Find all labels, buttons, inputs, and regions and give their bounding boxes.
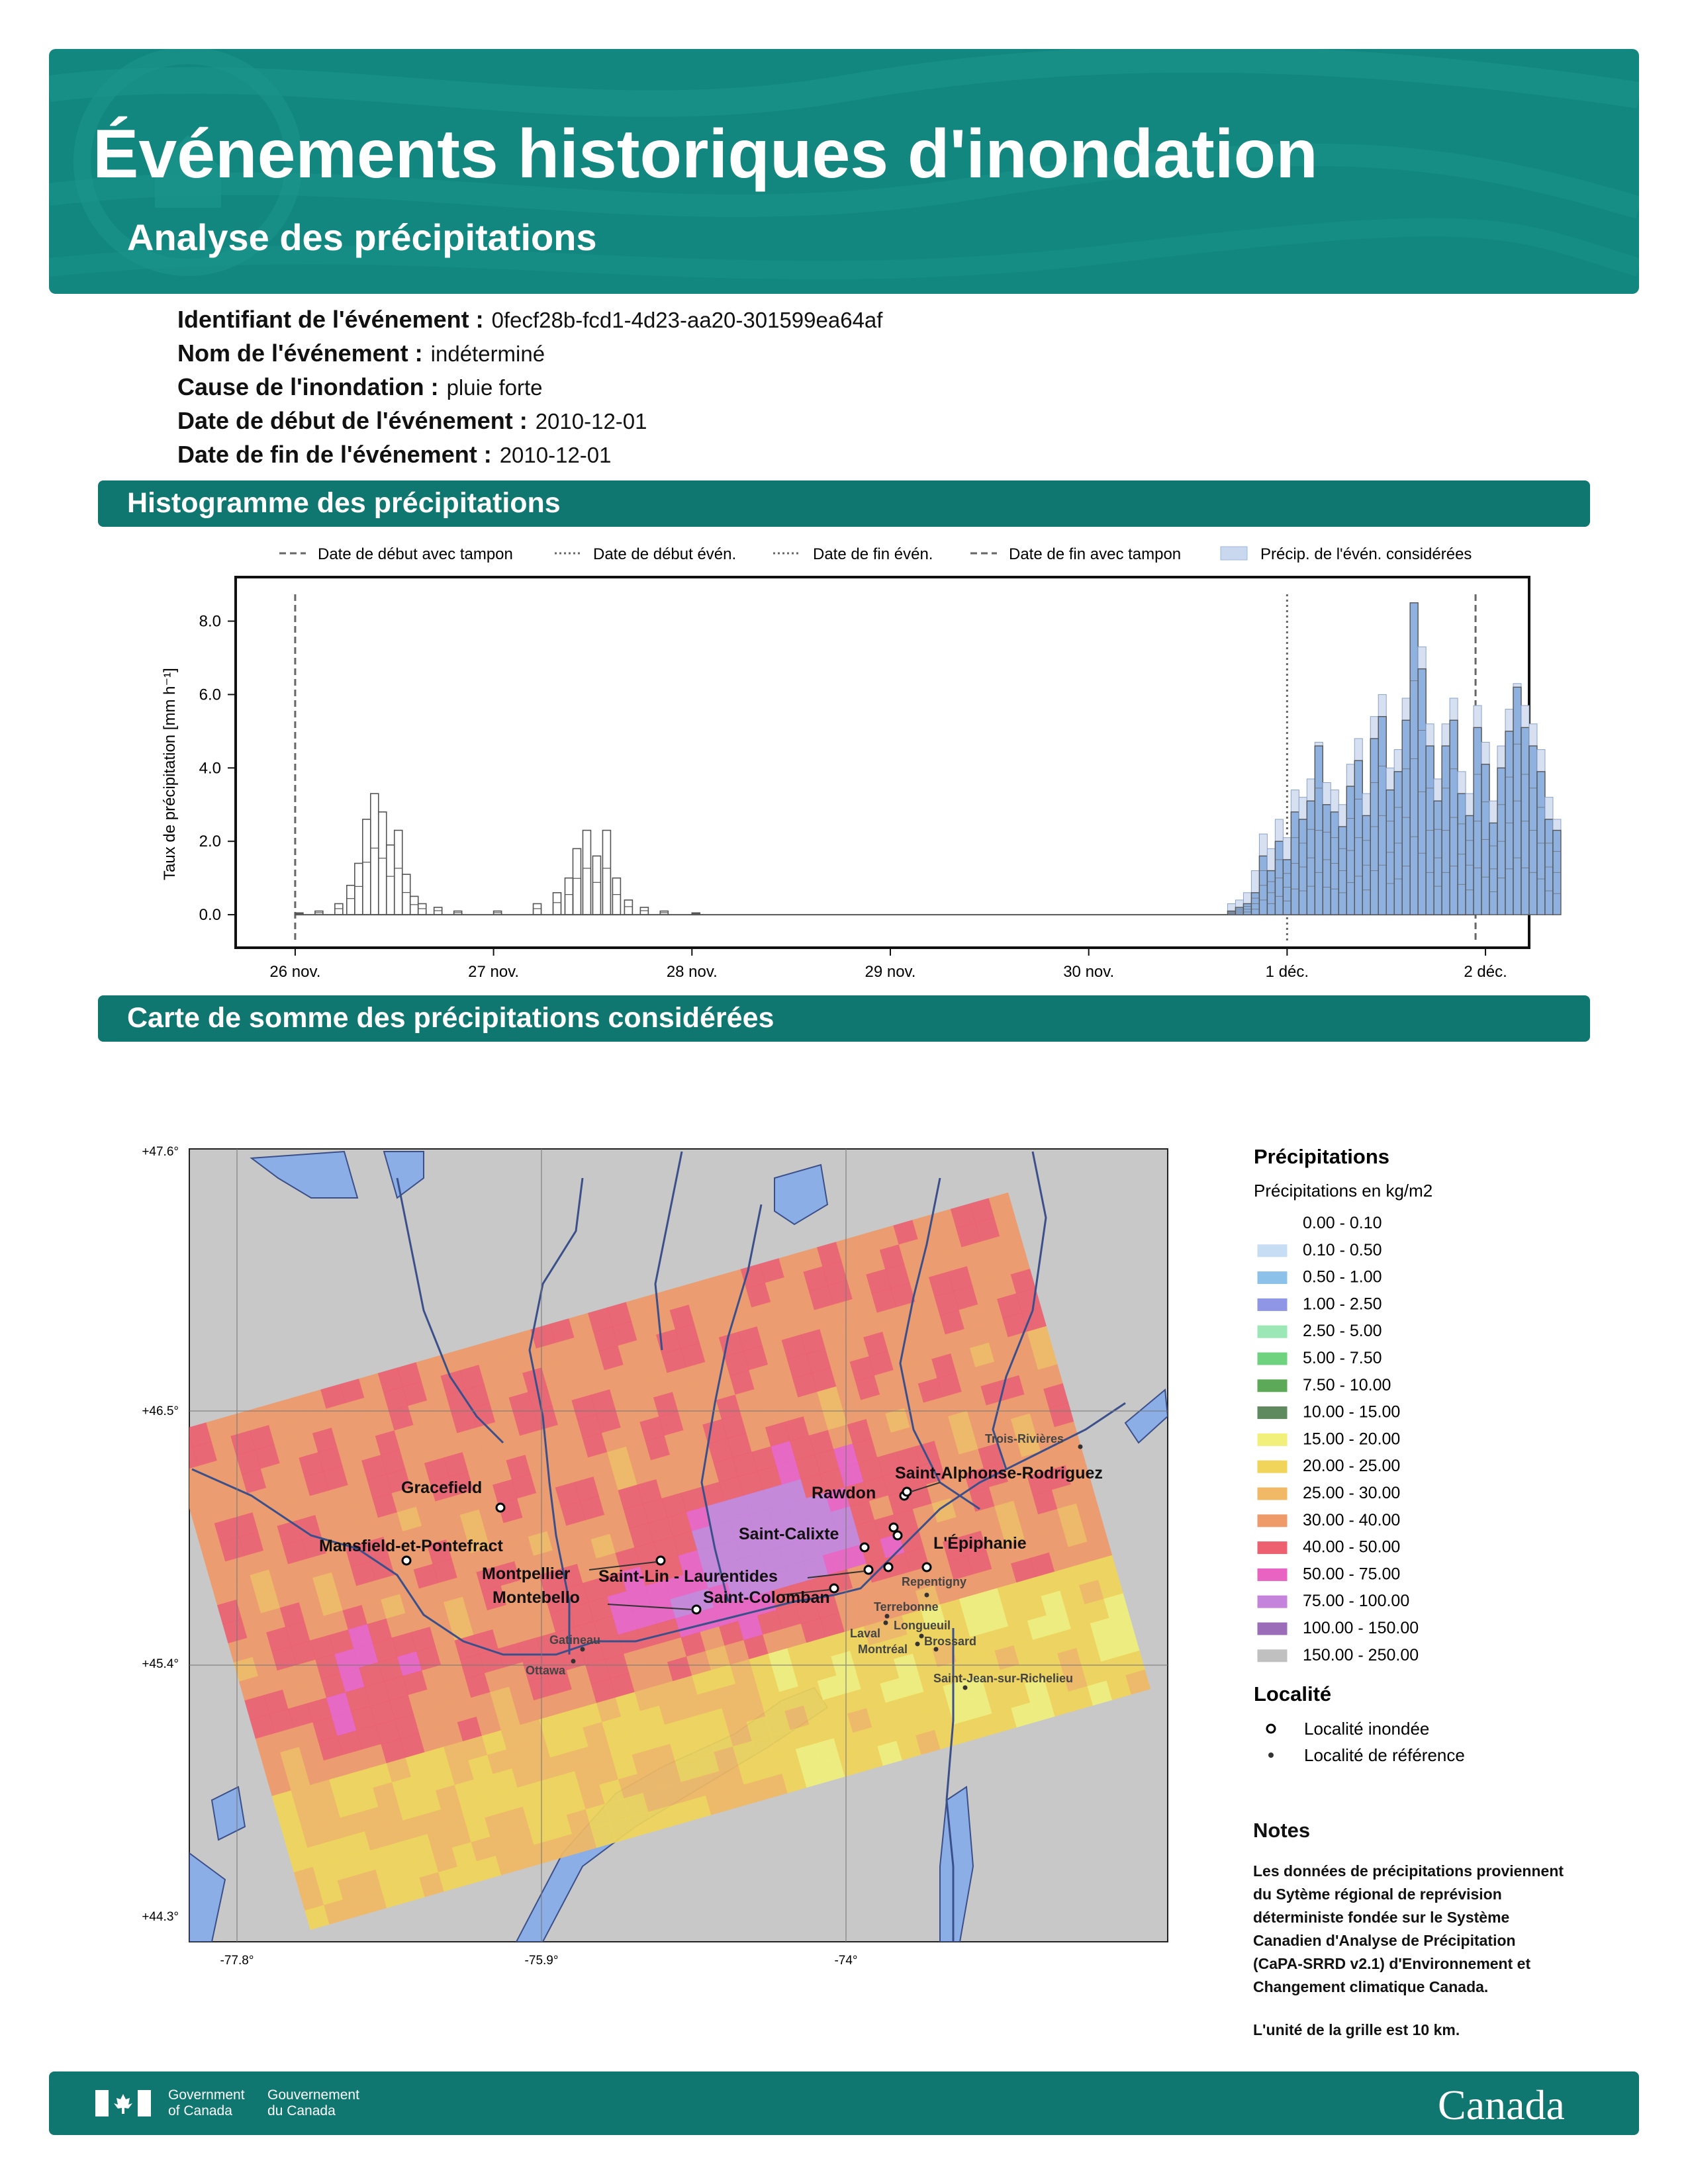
legend-swatch <box>1258 1245 1287 1257</box>
legend-swatch <box>1258 1218 1287 1230</box>
legend-flooded-label: Localité inondée <box>1304 1719 1430 1739</box>
y-tick-label: 4.0 <box>199 759 221 778</box>
flooded-marker <box>692 1606 700 1614</box>
legend-label: Précip. de l'évén. considérées <box>1260 545 1472 563</box>
flooded-marker <box>657 1557 665 1565</box>
legend-swatch <box>1258 1569 1287 1580</box>
legend-swatch <box>1258 1433 1287 1445</box>
event-start-value: 2010-12-01 <box>535 409 647 433</box>
flooded-marker <box>903 1488 911 1496</box>
reference-marker <box>571 1659 576 1664</box>
reference-marker <box>919 1634 924 1639</box>
lon-label: -74° <box>834 1954 858 1968</box>
flooded-marker <box>890 1524 898 1531</box>
gov-en: Government of Canada <box>168 2087 245 2118</box>
x-tick-label: 2 déc. <box>1464 963 1507 981</box>
x-tick-label: 26 nov. <box>269 963 321 981</box>
legend-class-label: 0.50 - 1.00 <box>1303 1267 1382 1287</box>
legend-swatch <box>1258 1542 1287 1554</box>
locality-reference-label: Ottawa <box>526 1664 566 1677</box>
locality-reference-label: Montréal <box>858 1643 908 1656</box>
locality-reference-label: Terrebonne <box>874 1600 939 1614</box>
legend-title: Précipitations <box>1254 1145 1389 1168</box>
flooded-marker <box>923 1563 931 1571</box>
flooded-marker <box>865 1566 872 1574</box>
locality-flooded-label: Montebello <box>492 1588 580 1607</box>
lat-label: +45.4° <box>142 1657 179 1671</box>
legend-class-label: 5.00 - 7.50 <box>1303 1349 1382 1367</box>
page-title: Événements historiques d'inondation <box>93 116 1318 193</box>
x-tick-label: 28 nov. <box>666 963 718 981</box>
legend-swatch <box>1258 1515 1287 1527</box>
gov-fr: Gouvernement du Canada <box>267 2087 359 2118</box>
legend-swatch <box>1258 1461 1287 1473</box>
info-row-start: Date de début de l'événement : 2010-12-01 <box>177 407 647 434</box>
reference-marker <box>925 1593 929 1598</box>
info-row-name: Nom de l'événement : indéterminé <box>177 340 545 367</box>
section-header-map: Carte de somme des précipitations considérées <box>98 995 1590 1042</box>
x-tick-label: 27 nov. <box>468 963 520 981</box>
legend-swatch <box>1258 1650 1287 1662</box>
canada-flag-icon <box>95 2090 151 2116</box>
notes-title: Notes <box>1253 1819 1311 1842</box>
reference-marker <box>884 1621 888 1625</box>
legend-class-label: 15.00 - 20.00 <box>1303 1430 1401 1449</box>
y-axis-label: Taux de précipitation [mm h⁻¹] <box>161 668 179 880</box>
y-tick-label: 6.0 <box>199 686 221 704</box>
legend-swatch <box>1258 1380 1287 1392</box>
locality-reference-label: Laval <box>850 1627 881 1640</box>
x-tick-label: 1 déc. <box>1265 963 1309 981</box>
reference-marker <box>1078 1445 1083 1449</box>
locality-flooded-label: L'Épiphanie <box>933 1534 1027 1553</box>
legend-class-label: 50.00 - 75.00 <box>1303 1565 1401 1584</box>
legend-class-label: 0.00 - 0.10 <box>1303 1214 1382 1232</box>
legend-reference-label: Localité de référence <box>1304 1745 1465 1765</box>
legend-swatch <box>1258 1353 1287 1365</box>
legend-swatch <box>1258 1596 1287 1608</box>
legend-class-label: 30.00 - 40.00 <box>1303 1510 1401 1529</box>
flooded-marker <box>496 1504 504 1512</box>
flooded-marker <box>884 1563 892 1571</box>
precipitation-map <box>0 1138 1192 1999</box>
legend-class-label: 75.00 - 100.00 <box>1303 1592 1410 1611</box>
legend-swatch <box>1258 1298 1287 1310</box>
y-tick-label: 0.0 <box>199 906 221 925</box>
reference-marker <box>963 1686 968 1690</box>
lon-label: -77.8° <box>220 1954 254 1968</box>
locality-flooded-label: Saint-Colomban <box>703 1588 830 1607</box>
info-row-id: Identifiant de l'événement : 0fecf28b-fcd1-4d23-aa20-301599ea64af <box>177 306 883 333</box>
locality-flooded-label: Rawdon <box>812 1484 876 1502</box>
locality-flooded-label: Mansfield-et-Pontefract <box>319 1537 503 1555</box>
precipitation-histogram <box>0 529 1688 993</box>
flooded-marker <box>402 1557 410 1565</box>
locality-reference-label: Gatineau <box>549 1633 601 1647</box>
legend-class-label: 40.00 - 50.00 <box>1303 1537 1401 1557</box>
legend-class-label: 1.00 - 2.50 <box>1303 1295 1382 1314</box>
legend-class-label: 0.10 - 0.50 <box>1303 1240 1382 1259</box>
section-header-histogram: Histogramme des précipitations <box>98 480 1590 527</box>
event-name-value: indéterminé <box>430 341 545 366</box>
event-cause-value: pluie forte <box>446 375 543 400</box>
legend-swatch <box>1258 1272 1287 1284</box>
legend-class-label: 2.50 - 5.00 <box>1303 1322 1382 1341</box>
x-tick-label: 29 nov. <box>865 963 916 981</box>
event-id-value: 0fecf28b-fcd1-4d23-aa20-301599ea64af <box>491 308 883 332</box>
legend-class-label: 7.50 - 10.00 <box>1303 1375 1391 1394</box>
locality-reference-label: Repentigny <box>902 1575 967 1588</box>
legend-label: Date de début avec tampon <box>318 545 513 563</box>
legend-locality-title: Localité <box>1254 1682 1332 1706</box>
y-tick-label: 8.0 <box>199 612 221 631</box>
canada-wordmark: Canada <box>1438 2081 1565 2128</box>
flooded-marker <box>830 1584 838 1592</box>
legend-classes <box>1258 1214 1419 1664</box>
header-banner <box>49 49 1639 294</box>
legend-class-label: 150.00 - 250.00 <box>1303 1645 1419 1664</box>
locality-reference-label: Saint-Jean-sur-Richelieu <box>933 1672 1074 1685</box>
legend-class-label: 25.00 - 30.00 <box>1303 1484 1401 1502</box>
map-legend <box>1244 1138 1615 1774</box>
lat-label: +47.6° <box>142 1145 179 1159</box>
lat-label: +44.3° <box>142 1910 179 1924</box>
notes-grid-unit: L'unité de la grille est 10 km. <box>1253 2021 1460 2038</box>
legend-label: Date de fin évén. <box>813 545 933 563</box>
notes-text: Les données de précipitations proviennent du Sytème régional de reprévision déterministe fondée sur le Système Canadien d'Analyse de Précipitation (CaPA-SRRD v2.1) d'Environnement et Changement climatique Canada. <box>1253 1862 1564 1995</box>
locality-flooded-label: Saint-Alphonse-Rodriguez <box>895 1464 1103 1482</box>
legend-swatch <box>1258 1488 1287 1500</box>
info-row-cause: Cause de l'inondation : pluie forte <box>177 373 543 400</box>
flooded-marker <box>861 1543 868 1551</box>
page-subtitle: Analyse des précipitations <box>127 216 597 258</box>
lon-label: -75.9° <box>524 1954 559 1968</box>
locality-flooded-label: Saint-Calixte <box>739 1525 839 1543</box>
event-end-value: 2010-12-01 <box>499 443 612 467</box>
flooded-marker <box>894 1531 902 1539</box>
reference-marker <box>885 1614 890 1619</box>
locality-reference-label: Brossard <box>924 1635 977 1648</box>
legend-class-label: 20.00 - 25.00 <box>1303 1457 1401 1476</box>
locality-flooded-label: Saint-Lin - Laurentides <box>598 1567 778 1586</box>
footer-bar <box>49 2071 1639 2135</box>
reference-marker <box>915 1642 920 1647</box>
legend-swatch <box>1258 1623 1287 1635</box>
legend-subtitle: Précipitations en kg/m2 <box>1254 1181 1433 1201</box>
lat-label: +46.5° <box>142 1404 179 1418</box>
info-row-end: Date de fin de l'événement : 2010-12-01 <box>177 441 612 468</box>
locality-reference-label: Longueuil <box>894 1619 951 1632</box>
reference-marker-icon <box>1268 1752 1274 1758</box>
x-tick-label: 30 nov. <box>1063 963 1115 981</box>
legend-class-label: 100.00 - 150.00 <box>1303 1619 1419 1637</box>
locality-reference-label: Trois-Rivières <box>985 1432 1064 1445</box>
legend-class-label: 10.00 - 15.00 <box>1303 1402 1401 1422</box>
flooded-marker-icon <box>1267 1725 1275 1733</box>
legend-label: Date de début évén. <box>593 545 737 563</box>
y-tick-label: 2.0 <box>199 833 221 851</box>
legend-swatch <box>1258 1326 1287 1338</box>
reference-marker <box>581 1647 585 1652</box>
locality-flooded-label: Gracefield <box>401 1479 483 1497</box>
locality-flooded-label: Montpellier <box>482 1565 571 1583</box>
legend-swatch <box>1258 1407 1287 1419</box>
histogram-legend <box>279 545 1472 563</box>
legend-label: Date de fin avec tampon <box>1009 545 1182 563</box>
